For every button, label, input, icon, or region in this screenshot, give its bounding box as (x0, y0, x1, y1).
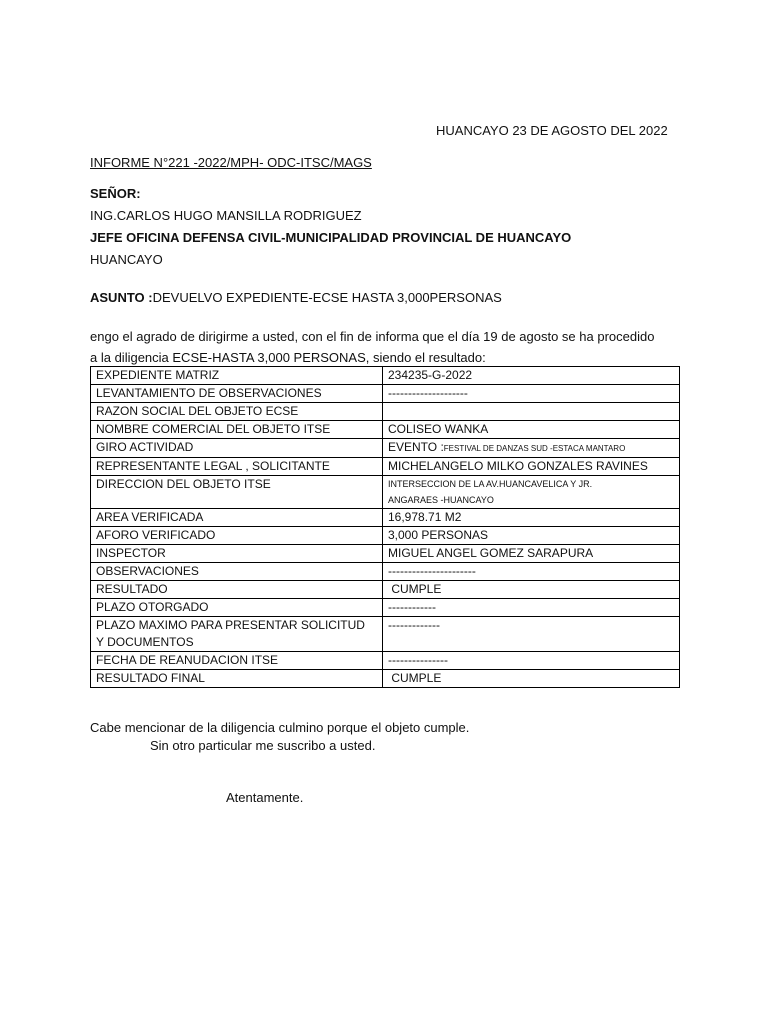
row-label: RAZON SOCIAL DEL OBJETO ECSE (91, 403, 383, 421)
asunto-label: ASUNTO : (90, 290, 153, 305)
table-row (91, 367, 680, 385)
asunto-line (90, 290, 502, 305)
row-label: NOMBRE COMERCIAL DEL OBJETO ITSE (91, 421, 383, 439)
table-row (91, 509, 680, 527)
informe-number: INFORME N°221 -2022/MPH- ODC-ITSC/MAGS (90, 155, 372, 170)
row-label: RESULTADO FINAL (91, 670, 383, 688)
table-row (91, 439, 680, 458)
giro-detail: FESTIVAL DE DANZAS SUD -ESTACA MANTARO (443, 444, 626, 453)
row-value: COLISEO WANKA (383, 421, 680, 439)
closing-line-1: Cabe mencionar de la diligencia culmino porque el objeto cumple. (90, 720, 470, 735)
address-line-2: ANGARAES -HUANCAYO (388, 495, 494, 505)
row-label: GIRO ACTIVIDAD (91, 439, 383, 458)
asunto-text: DEVUELVO EXPEDIENTE-ECSE HASTA 3,000PERSONAS (152, 290, 502, 305)
row-label-line-1: PLAZO MAXIMO PARA PRESENTAR SOLICITUD (96, 618, 365, 632)
row-value (383, 476, 680, 509)
table-row (91, 476, 680, 509)
table-row (91, 421, 680, 439)
intro-line-1: engo el agrado de dirigirme a usted, con el fin de informa que el día 19 de agosto se ha procedido (90, 329, 655, 344)
table-row (91, 458, 680, 476)
recipient-name: ING.CARLOS HUGO MANSILLA RODRIGUEZ (90, 208, 362, 223)
date-line: HUANCAYO 23 DE AGOSTO DEL 2022 (436, 123, 668, 138)
row-value: -------------------- (383, 385, 680, 403)
row-value (383, 439, 680, 458)
table-row (91, 403, 680, 421)
closing-line-2: Sin otro particular me suscribo a usted. (150, 738, 376, 753)
table-row (91, 599, 680, 617)
intro-paragraph (90, 326, 654, 368)
table-row (91, 563, 680, 581)
row-label-line-2: Y DOCUMENTOS (96, 635, 194, 649)
row-value: --------------- (383, 652, 680, 670)
row-value: 234235-G-2022 (383, 367, 680, 385)
row-label: LEVANTAMIENTO DE OBSERVACIONES (91, 385, 383, 403)
row-label: DIRECCION DEL OBJETO ITSE (91, 476, 383, 509)
giro-prefix: EVENTO : (388, 440, 444, 454)
results-table (90, 366, 680, 688)
table-row (91, 670, 680, 688)
row-label: AREA VERIFICADA (91, 509, 383, 527)
row-value: ------------- (383, 617, 680, 652)
row-value: MIGUEL ANGEL GOMEZ SARAPURA (383, 545, 680, 563)
row-label: INSPECTOR (91, 545, 383, 563)
signature-closing: Atentamente. (226, 790, 304, 805)
row-label: EXPEDIENTE MATRIZ (91, 367, 383, 385)
salutation: SEÑOR: (90, 186, 141, 201)
row-value (383, 403, 680, 421)
row-value: 3,000 PERSONAS (383, 527, 680, 545)
recipient-position: JEFE OFICINA DEFENSA CIVIL-MUNICIPALIDAD PROVINCIAL DE HUANCAYO (90, 230, 572, 245)
row-value: ---------------------- (383, 563, 680, 581)
row-value: 16,978.71 M2 (383, 509, 680, 527)
row-label: FECHA DE REANUDACION ITSE (91, 652, 383, 670)
row-label: AFORO VERIFICADO (91, 527, 383, 545)
table-row (91, 385, 680, 403)
table-row (91, 527, 680, 545)
row-value: CUMPLE (383, 581, 680, 599)
row-label: RESULTADO (91, 581, 383, 599)
row-label: REPRESENTANTE LEGAL , SOLICITANTE (91, 458, 383, 476)
table-row (91, 545, 680, 563)
row-value: CUMPLE (383, 670, 680, 688)
row-label (91, 617, 383, 652)
table-row (91, 652, 680, 670)
row-value: MICHELANGELO MILKO GONZALES RAVINES (383, 458, 680, 476)
recipient-city: HUANCAYO (90, 252, 163, 267)
address-line-1: INTERSECCION DE LA AV.HUANCAVELICA Y JR. (388, 479, 593, 489)
intro-line-2: a la diligencia ECSE-HASTA 3,000 PERSONAS, siendo el resultado: (90, 350, 486, 365)
table-row (91, 617, 680, 652)
table-row (91, 581, 680, 599)
row-label: PLAZO OTORGADO (91, 599, 383, 617)
row-value: ------------ (383, 599, 680, 617)
row-label: OBSERVACIONES (91, 563, 383, 581)
